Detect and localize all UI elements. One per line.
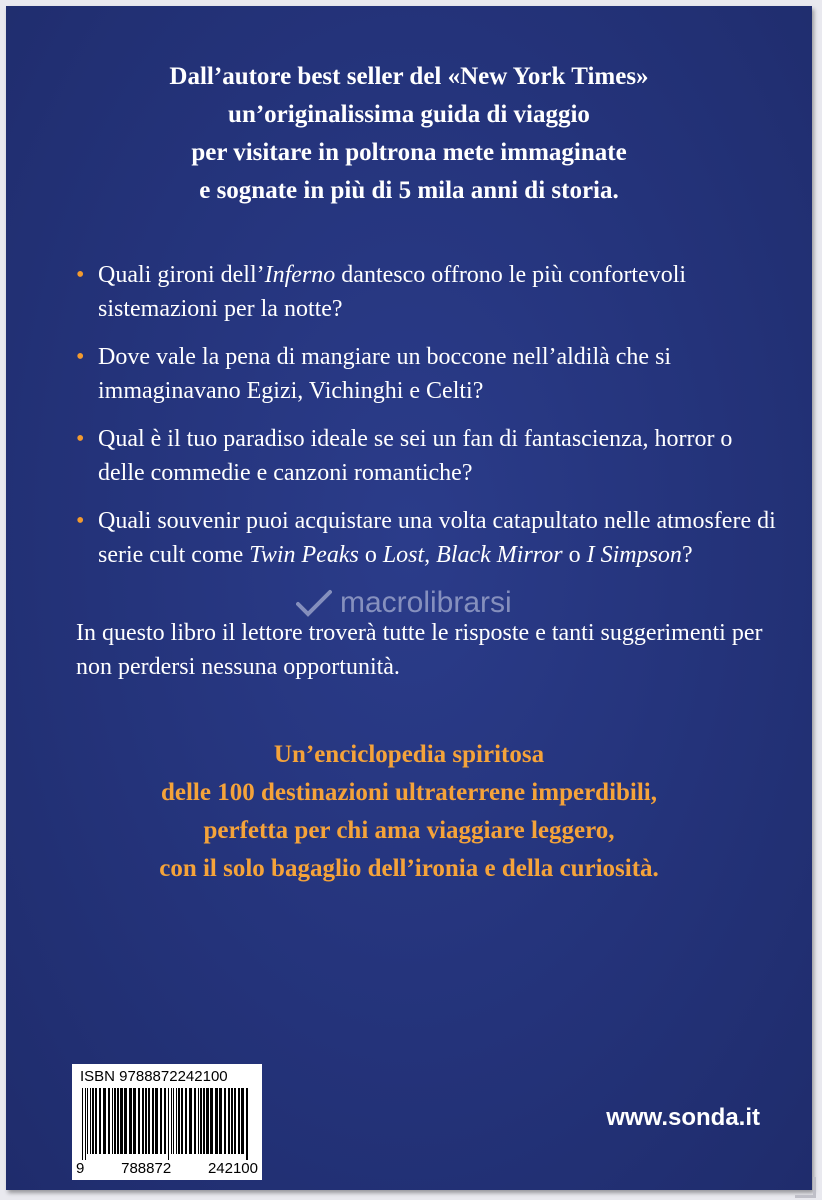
barcode-digit-group: 9: [76, 1160, 85, 1177]
page-corner-mark: [795, 1177, 816, 1198]
question-item: [76, 422, 776, 490]
italic-title: I Simpson: [586, 542, 682, 568]
barcode-icon: [80, 1088, 254, 1160]
question-item: [76, 340, 776, 408]
headline: [6, 58, 812, 210]
bullet-icon: •: [76, 426, 85, 452]
watermark-logo-icon: [296, 588, 332, 618]
watermark-text: macrolibrarsi: [340, 586, 512, 619]
barcode-digit-group: 242100: [207, 1160, 258, 1177]
question-text: Quali souvenir puoi acquistare una volta catapultato nelle atmosfere di serie cult come: [98, 508, 776, 568]
question-text: dantesco offrono le più confortevoli sistemazioni per la notte?: [98, 262, 687, 322]
headline-line: per visitare in poltrona mete immaginate: [191, 139, 627, 166]
tagline-line: perfetta per chi ama viaggiare leggero,: [203, 817, 615, 844]
tagline: [6, 736, 812, 888]
bullet-icon: •: [76, 344, 85, 370]
question-item: [76, 504, 776, 572]
barcode-digit-group: 788872: [121, 1160, 172, 1177]
question-text: ?: [681, 542, 693, 568]
bullet-icon: •: [76, 262, 85, 288]
question-text: Qual è il tuo paradiso ideale se sei un fan di fantascienza, horror o delle commedie e canzoni romantiche?: [98, 426, 733, 486]
tagline-line: con il solo bagaglio dell’ironia e della curiosità.: [159, 855, 659, 882]
barcode-label: [72, 1064, 262, 1180]
bullet-icon: •: [76, 508, 85, 534]
watermark: [296, 586, 512, 620]
closing-paragraph: In questo libro il lettore troverà tutte le risposte e tanti suggerimenti per non perdersi nessuna opportunità.: [76, 620, 763, 680]
headline-line: e sognate in più di 5 mila anni di storia.: [199, 177, 619, 204]
tagline-line: delle 100 destinazioni ultraterrene imperdibili,: [160, 779, 658, 806]
question-text: o: [358, 542, 383, 568]
italic-title: Twin Peaks: [249, 542, 359, 568]
question-list: [76, 258, 776, 586]
question-text: o: [562, 542, 587, 568]
isbn-number: ISBN 9788872242100: [80, 1068, 228, 1085]
headline-line: Dall’autore best seller del «New York Times»: [169, 63, 649, 90]
question-item: [76, 258, 776, 326]
tagline-line: Un’enciclopedia spiritosa: [273, 741, 545, 768]
italic-title: Lost, Black Mirror: [382, 542, 563, 568]
question-text: Dove vale la pena di mangiare un boccone nell’aldilà che si immaginavano Egizi, Vichinghi e Celti?: [98, 344, 672, 404]
question-text: Quali gironi dell’: [98, 262, 265, 288]
headline-line: un’originalissima guida di viaggio: [228, 101, 590, 128]
book-back-cover: [6, 6, 812, 1190]
publisher-website: www.sonda.it: [606, 1104, 760, 1131]
barcode-digits: [76, 1160, 258, 1177]
italic-title: Inferno: [264, 262, 336, 288]
